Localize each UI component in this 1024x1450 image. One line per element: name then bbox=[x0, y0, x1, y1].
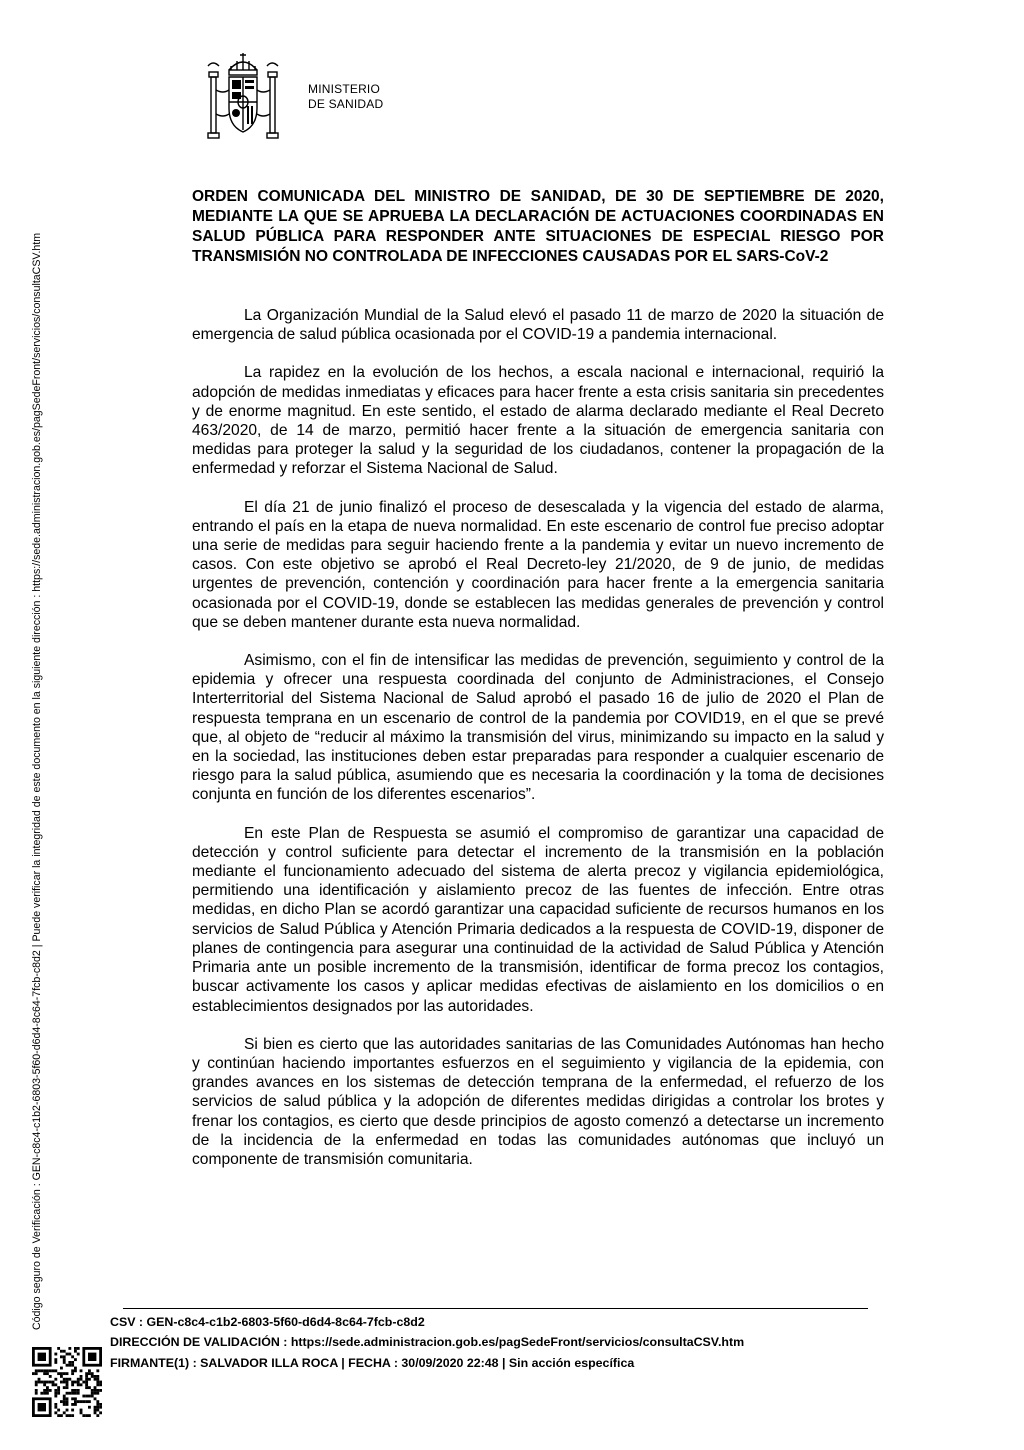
signer-info: FIRMANTE(1) : SALVADOR ILLA ROCA | FECHA : 30/09/2020 22:48 | Sin acción específica bbox=[110, 1356, 635, 1370]
footer-divider bbox=[123, 1308, 868, 1309]
validation-address: DIRECCIÓN DE VALIDACIÓN : https://sede.administracion.gob.es/pagSedeFront/servicios/consultaCSV.htm bbox=[110, 1335, 745, 1349]
paragraph: La Organización Mundial de la Salud elevó el pasado 11 de marzo de 2020 la situación de emergencia de salud pública ocasionada por el COVID-19 a pandemia internacional. bbox=[192, 307, 884, 344]
side-verification-text: Código seguro de Verificación : GEN-c8c4-c1b2-6803-5f60-d6d4-8c64-7fcb-c8d2 | Puede verificar la integridad de este documento en la siguiente dirección : https://sede.administracion.gob.es/pagSedeFront/servicios/consultaCSV.htm bbox=[31, 232, 43, 1330]
csv-code: CSV : GEN-c8c4-c1b2-6803-5f60-d6d4-8c64-7fcb-c8d2 bbox=[110, 1315, 425, 1329]
document-title: ORDEN COMUNICADA DEL MINISTRO DE SANIDAD, DE 30 DE SEPTIEMBRE DE 2020, MEDIANTE LA QUE SE APRUEBA LA DECLARACIÓN DE ACTUACIONES COORDINADAS EN SALUD PÚBLICA PARA RESPONDER ANTE SITUACIONES DE ESPECIAL RIESGO POR TRANSMISIÓN NO CONTROLADA DE INFECCIONES CAUSADAS POR EL SARS-CoV-2 bbox=[192, 188, 884, 265]
paragraph: Si bien es cierto que las autoridades sanitarias de las Comunidades Autónomas han hecho y continúan haciendo importantes esfuerzos en el seguimiento y vigilancia de la epidemia, con grandes avances en los sistemas de detección temprana de la enfermedad, el refuerzo de los servicios de salud pública y la adopción de diferentes medidas dirigidas a controlar los brotes y frenar los contagios, es cierto que desde principios de agosto comenzó a detectarse un incremento de la incidencia de la enfermedad en todas las comunidades autónomas que incluyó un componente de transmisión comunitaria. bbox=[192, 1035, 884, 1168]
qr-code-icon bbox=[32, 1347, 102, 1417]
coat-of-arms-icon bbox=[203, 50, 283, 142]
paragraph: La rapidez en la evolución de los hechos, a escala nacional e internacional, requirió la adopción de medidas inmediatas y eficaces para hacer frente a esta crisis sanitaria sin precedentes y de enorme magnitud. En este sentido, el estado de alarma declarado mediante el Real Decreto 463/2020, de 14 de marzo, permitió hacer frente a la situación de emergencia sanitaria con medidas para proteger la salud y la seguridad de los ciudadanos, contener la propagación de la enfermedad y reforzar el Sistema Nacional de Salud. bbox=[192, 364, 884, 478]
ministry-name bbox=[308, 82, 383, 112]
ministry-line-2: DE SANIDAD bbox=[308, 97, 384, 111]
paragraph: En este Plan de Respuesta se asumió el compromiso de garantizar una capacidad de detección y control suficiente para detectar el incremento de la transmisión en la población mediante el funcionamiento adecuado del sistema de alerta precoz y vigilancia epidemiológica, permitiendo una identificación y aislamiento precoz de las fuentes de infección. Entre otras medidas, en dicho Plan se acordó garantizar una capacidad suficiente de recursos humanos en los servicios de Salud Pública y Atención Primaria dedicados a la respuesta de COVID-19, disponer de planes de contingencia para asegurar una continuidad de la actividad de Salud Pública y Atención Primaria ante un posible incremento de la transmisión, identificar de forma precoz los contagios, buscar activamente los casos y aplicar medidas efectivas de aislamiento en los domicilios o en establecimientos designados por las autoridades. bbox=[192, 824, 884, 1015]
document-body bbox=[192, 306, 884, 1188]
ministry-line-1: MINISTERIO bbox=[308, 82, 381, 96]
paragraph: Asimismo, con el fin de intensificar las medidas de prevención, seguimiento y control de la epidemia y ofrecer una respuesta coordinada del conjunto de Administraciones, el Consejo Interterritorial del Sistema Nacional de Salud aprobó el pasado 16 de julio de 2020 el Plan de respuesta temprana en un escenario de control de la pandemia por COVID19, en el que se prevé que, al objeto de “reducir al máximo la transmisión del virus, minimizando su impacto en la salud y en la sociedad, las instituciones deben estar preparadas para responder a cualquier escenario de riesgo para la salud pública, asumiendo que es necesaria la coordinación y la toma de decisiones conjunta en función de los diferentes escenarios”. bbox=[192, 652, 884, 804]
paragraph: El día 21 de junio finalizó el proceso de desescalada y la vigencia del estado de alarma, entrando el país en la etapa de nueva normalidad. En este escenario de control fue preciso adoptar una serie de medidas para seguir haciendo frente a la pandemia y evitar un nuevo incremento de casos. Con este objetivo se aprobó el Real Decreto-ley 21/2020, de 9 de junio, de medidas urgentes de prevención, contención y coordinación para hacer frente a la emergencia sanitaria ocasionada por el COVID-19, donde se establecen las medidas generales de prevención y control que se deben mantener durante esta nueva normalidad. bbox=[192, 498, 884, 631]
page-header bbox=[203, 50, 503, 145]
